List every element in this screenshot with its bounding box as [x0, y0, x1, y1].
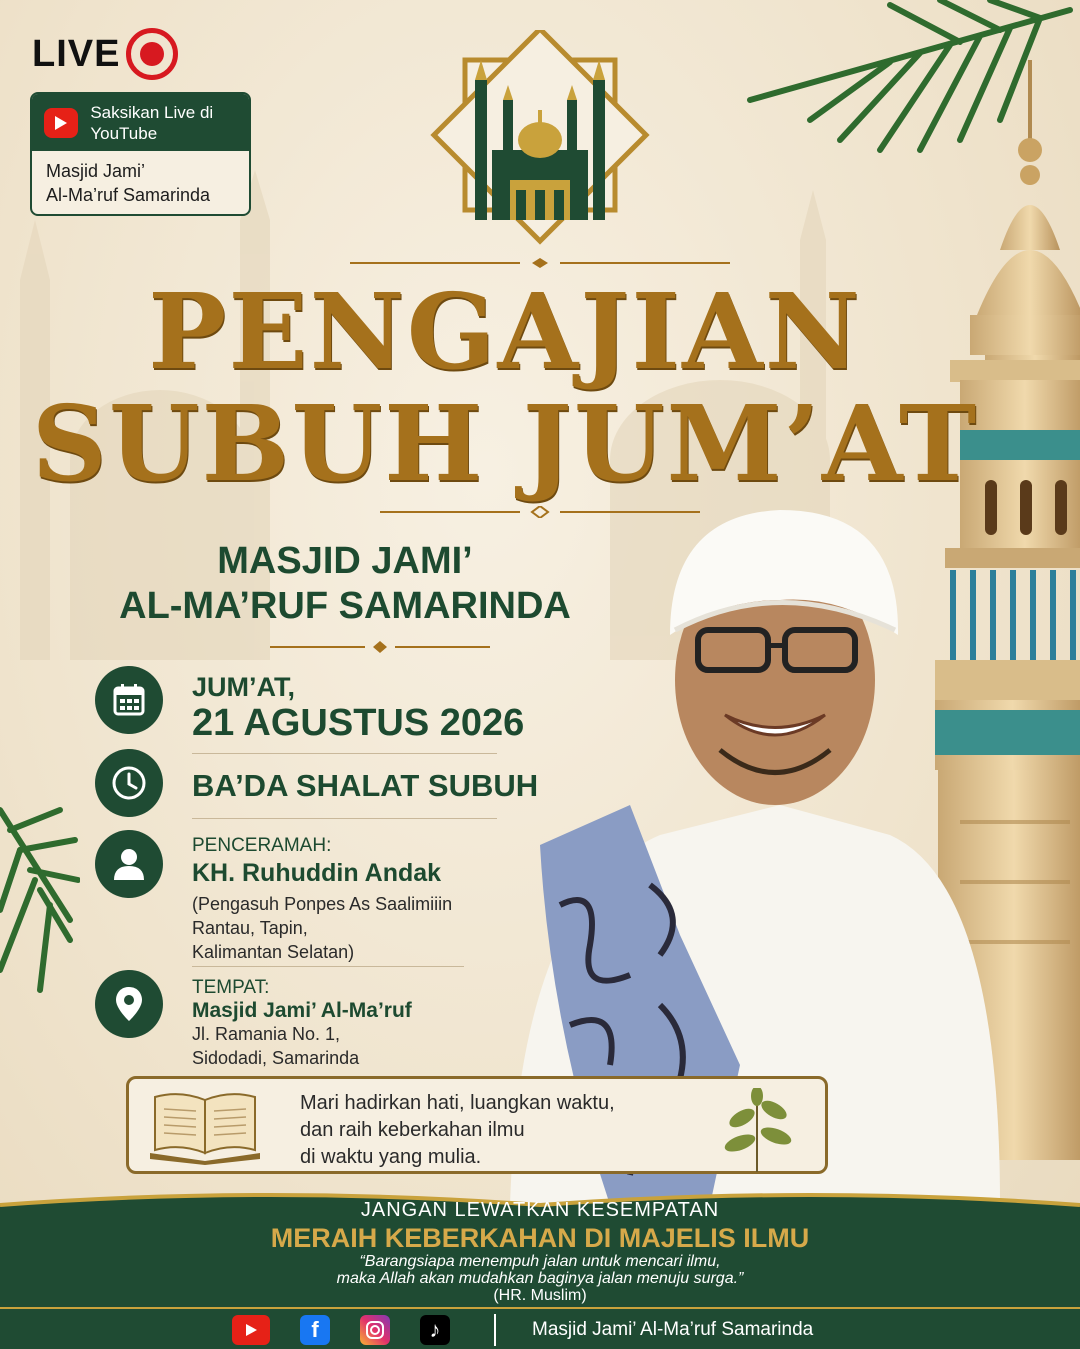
date-full: 21 AGUSTUS 2026 — [192, 702, 525, 744]
place-name: Masjid Jami’ Al-Ma’ruf — [192, 999, 412, 1022]
youtube-card-line2: Al-Ma’ruf Samarinda — [46, 185, 211, 205]
divider-ornament — [270, 641, 490, 653]
date-day: JUM’AT, — [192, 672, 296, 702]
masjid-name-line1: MASJID JAMI’ — [217, 540, 473, 582]
hadith-line2: maka Allah akan mudahkan baginya jalan menuju surga.” — [336, 1270, 744, 1287]
speaker-line3: Kalimantan Selatan) — [192, 942, 355, 962]
place-line1: Jl. Ramania No. 1, — [192, 1024, 341, 1044]
quote-line1: Mari hadirkan hati, luangkan waktu, — [300, 1092, 615, 1114]
hadith-line1: “Barangsiapa menempuh jalan untuk mencari ilmu, — [359, 1253, 721, 1270]
title-line1: PENGAJIAN — [148, 270, 862, 393]
divider — [192, 753, 497, 754]
youtube-icon — [44, 108, 78, 138]
clock-icon — [95, 749, 163, 817]
record-icon — [126, 28, 178, 80]
divider — [192, 818, 497, 819]
quote-text — [300, 1090, 615, 1171]
youtube-live-card[interactable] — [30, 92, 251, 216]
divider — [494, 1314, 496, 1346]
speaker-line1: (Pengasuh Ponpes As Saalimiiin — [192, 894, 453, 914]
place-line2: Sidodadi, Samarinda — [192, 1048, 360, 1068]
place-address — [192, 1022, 359, 1070]
tiktok-icon[interactable]: ♪ — [420, 1315, 450, 1345]
social-links — [232, 1314, 813, 1346]
book-icon — [150, 1085, 260, 1165]
speaker-heading: PENCERAMAH: — [192, 835, 332, 856]
divider-ornament — [350, 258, 730, 268]
quote-line3: di waktu yang mulia. — [300, 1146, 482, 1168]
instagram-icon[interactable] — [360, 1315, 390, 1345]
time-label: BA’DA SHALAT SUBUH — [192, 768, 539, 803]
footer-line2: MERAIH KEBERKAHAN DI MAJELIS ILMU — [270, 1223, 810, 1253]
channel-name: Masjid Jami’ Al-Ma’ruf Samarinda — [532, 1319, 814, 1340]
footer-line1: JANGAN LEWATKAN KESEMPATAN — [360, 1199, 720, 1221]
place-heading: TEMPAT: — [192, 977, 270, 998]
speaker-name: KH. Ruhuddin Andak — [192, 859, 442, 887]
youtube-card-header — [32, 94, 249, 151]
hadith-source: (HR. Muslim) — [493, 1287, 587, 1304]
user-icon — [95, 830, 163, 898]
leaf-icon — [712, 1088, 802, 1172]
masjid-name-line2: AL-MA’RUF SAMARINDA — [119, 585, 571, 627]
youtube-card-heading: Saksikan Live di YouTube — [90, 102, 214, 143]
facebook-icon[interactable]: f — [300, 1315, 330, 1345]
calendar-icon — [95, 666, 163, 734]
youtube-card-line1: Masjid Jami’ — [46, 161, 146, 181]
speaker-line2: Rantau, Tapin, — [192, 918, 308, 938]
youtube-icon[interactable] — [232, 1315, 270, 1345]
speaker-description — [192, 892, 452, 964]
live-badge — [32, 28, 178, 80]
mosque-icon — [430, 30, 650, 270]
quote-line2: dan raih keberkahan ilmu — [300, 1119, 525, 1141]
title-line2: SUBUH JUM’AT — [31, 382, 979, 505]
location-icon — [95, 970, 163, 1038]
live-label: LIVE — [32, 32, 121, 75]
hadith-quote — [0, 1253, 1080, 1304]
palm-leaf-icon — [0, 770, 80, 1030]
divider — [192, 966, 464, 967]
